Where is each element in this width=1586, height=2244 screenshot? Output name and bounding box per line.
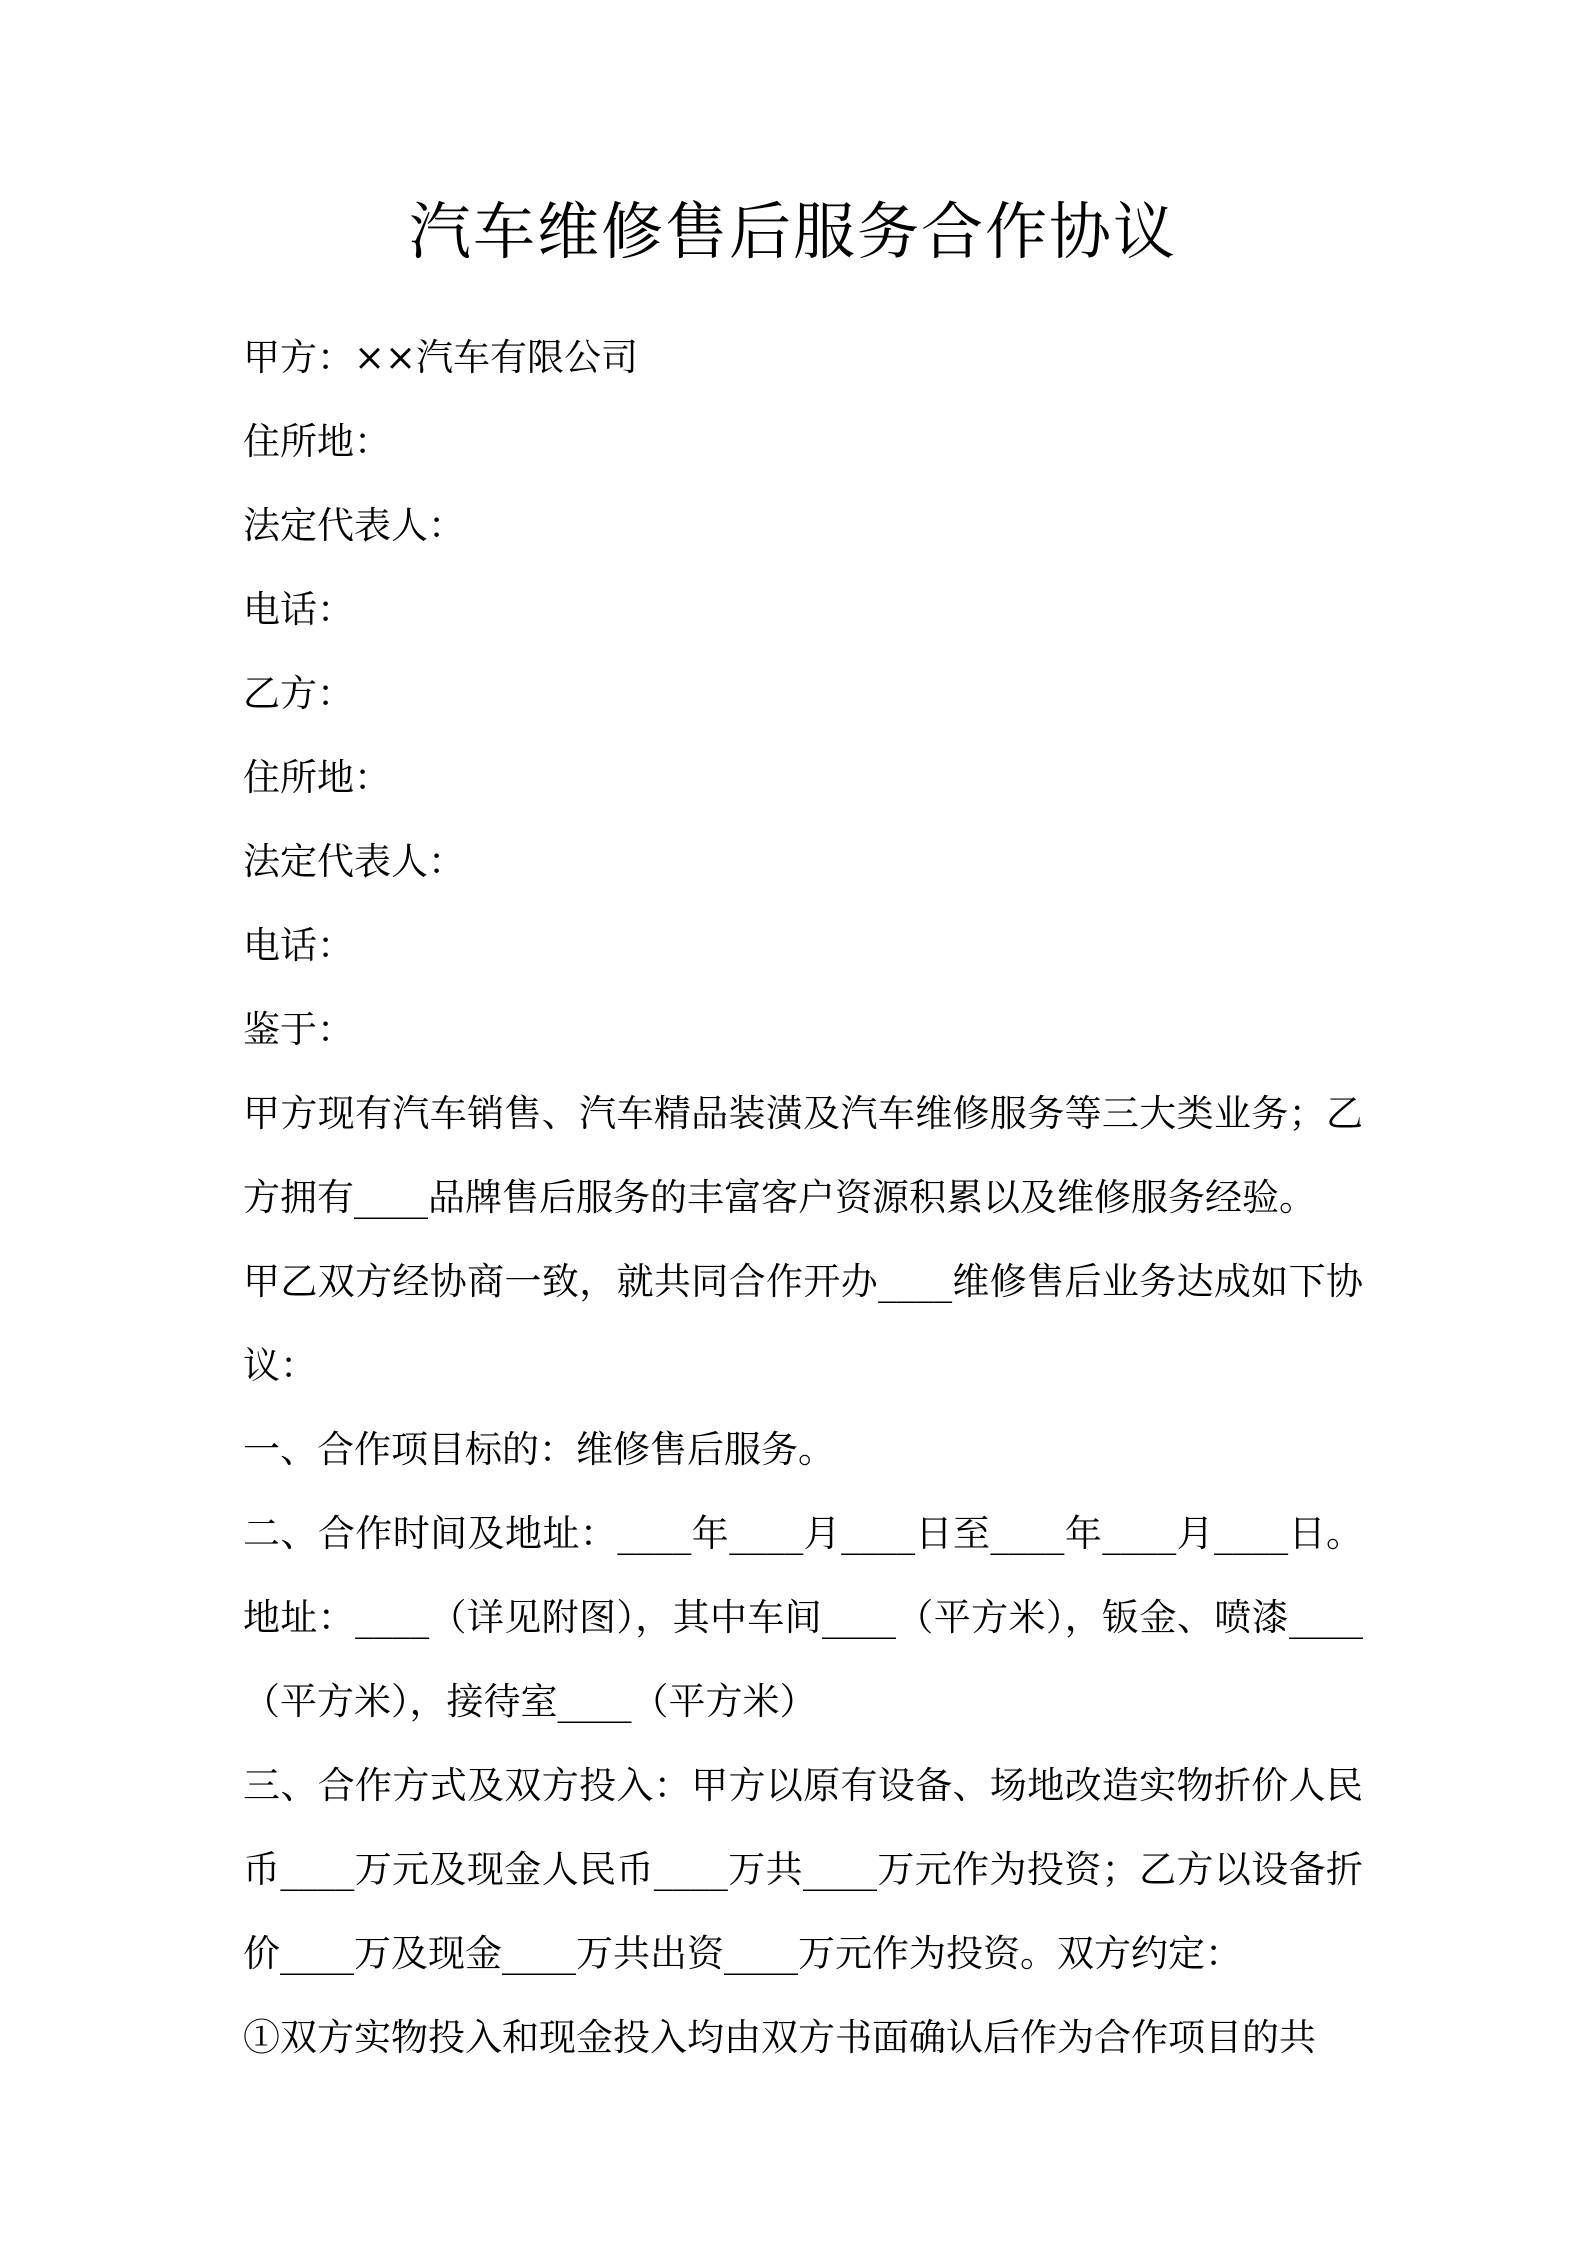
party-a-representative: 法定代表人：: [243, 504, 465, 547]
clause-3-line-1: 三、合作方式及双方投入：甲方以原有设备、场地改造实物折价人民: [243, 1764, 1363, 1807]
whereas-text-line-2: 方拥有____品牌售后服务的丰富客户资源积累以及维修服务经验。: [243, 1176, 1316, 1219]
clause-2-line-1: 二、合作时间及地址：____年____月____日至____年____月____日。: [243, 1512, 1363, 1555]
clause-1: 一、合作项目标的：维修售后服务。: [243, 1428, 835, 1471]
agreement-intro-line-1: 甲乙双方经协商一致，就共同合作开办____维修售后业务达成如下协: [243, 1260, 1363, 1303]
clause-3-line-2: 币____万元及现金人民币____万共____万元作为投资；乙方以设备折: [243, 1848, 1363, 1891]
party-a-phone: 电话：: [243, 588, 354, 631]
party-b-phone: 电话：: [243, 924, 354, 967]
clause-3-item-1: ①双方实物投入和现金投入均由双方书面确认后作为合作项目的共: [243, 2016, 1316, 2059]
document-title: 汽车维修售后服务合作协议: [408, 195, 1177, 268]
party-b-address: 住所地：: [243, 756, 391, 799]
clause-2-line-2: 地址：____（详见附图），其中车间____（平方米），钣金、喷漆____: [243, 1596, 1363, 1639]
party-a-address: 住所地：: [243, 420, 391, 463]
clause-3-line-3: 价____万及现金____万共出资____万元作为投资。双方约定：: [243, 1932, 1242, 1975]
whereas-heading: 鉴于：: [243, 1008, 354, 1051]
agreement-intro-line-2: 议：: [243, 1344, 317, 1387]
clause-2-line-3: （平方米），接待室____（平方米）: [243, 1680, 817, 1723]
party-a-name: 甲方：××汽车有限公司: [243, 336, 639, 379]
party-b-representative: 法定代表人：: [243, 840, 465, 883]
party-b-name: 乙方：: [243, 672, 354, 715]
whereas-text-line-1: 甲方现有汽车销售、汽车精品装潢及汽车维修服务等三大类业务；乙: [243, 1092, 1363, 1135]
